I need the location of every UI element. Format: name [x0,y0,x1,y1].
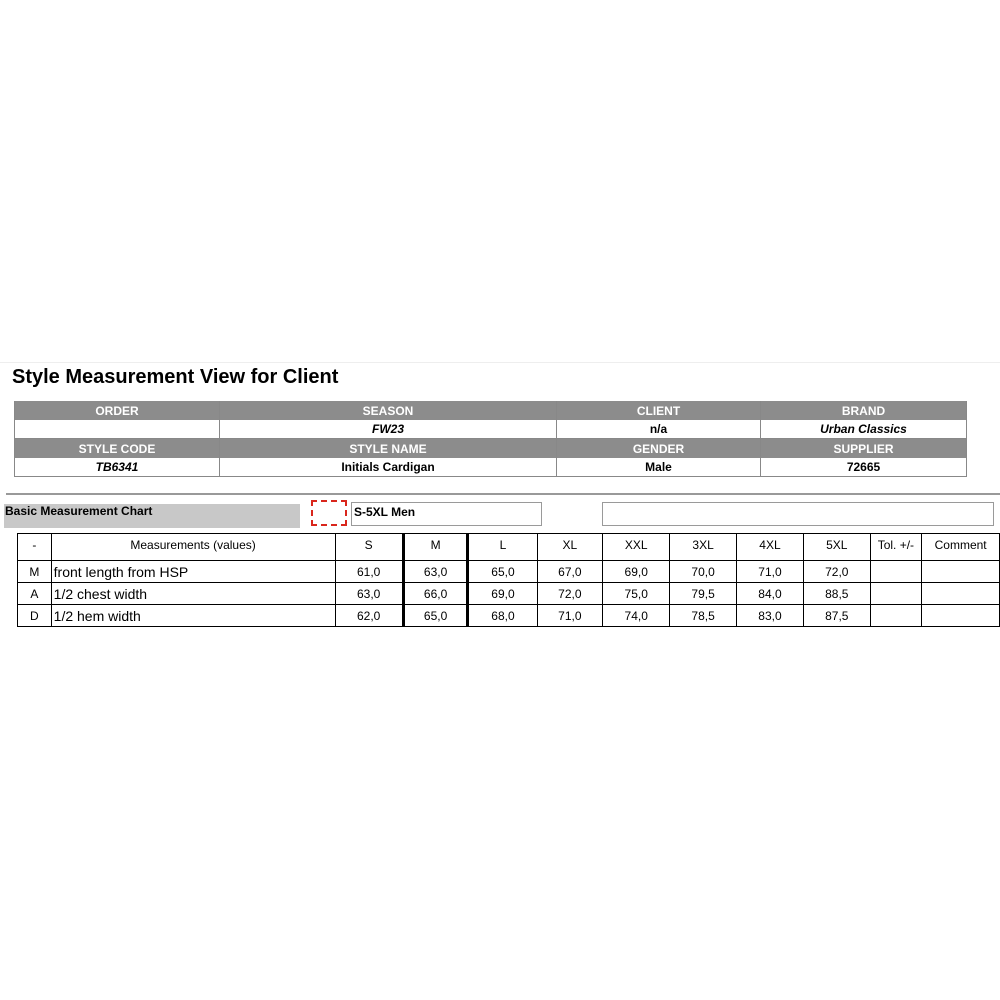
measurement-header-row [18,534,1000,561]
style-code-label: STYLE CODE [15,439,220,459]
measurement-value: 72,0 [804,561,870,583]
col-header-size: L [468,534,537,561]
measurement-value: 72,0 [537,583,602,605]
table-row [18,561,1000,583]
style-name-label: STYLE NAME [220,439,557,459]
measurement-value: 65,0 [468,561,537,583]
page-top-rule [0,362,1000,363]
measurement-value: 75,0 [603,583,670,605]
measurement-code: A [18,583,52,605]
measurement-value: 74,0 [603,605,670,627]
style-name-value: Initials Cardigan [220,458,557,477]
col-header-measurement: Measurements (values) [51,534,335,561]
measurement-value: 66,0 [403,583,467,605]
supplier-label: SUPPLIER [761,439,967,459]
size-range-field[interactable]: S-5XL Men [351,502,542,526]
measurement-value: 62,0 [335,605,403,627]
gender-label: GENDER [557,439,761,459]
col-header-size: 5XL [804,534,870,561]
measurement-table [17,533,1000,627]
chart-section-label: Basic Measurement Chart [4,504,300,528]
comment-cell [922,605,1000,627]
col-header-comment: Comment [922,534,1000,561]
selection-placeholder-box[interactable] [311,500,347,526]
tolerance-cell [870,561,922,583]
measurement-name: 1/2 hem width [51,605,335,627]
measurement-value: 71,0 [736,561,803,583]
table-row [18,605,1000,627]
col-header-size: 3XL [670,534,736,561]
measurement-value: 63,0 [403,561,467,583]
col-header-size: XXL [603,534,670,561]
col-header-size: 4XL [736,534,803,561]
brand-label: BRAND [761,401,967,420]
measurement-value: 65,0 [403,605,467,627]
measurement-code: M [18,561,52,583]
measurement-name: front length from HSP [51,561,335,583]
measurement-value: 83,0 [736,605,803,627]
info-value-row [15,458,967,477]
measurement-value: 70,0 [670,561,736,583]
order-label: ORDER [15,401,220,420]
gender-value: Male [557,458,761,477]
measurement-value: 71,0 [537,605,602,627]
client-label: CLIENT [557,401,761,420]
supplier-value: 72665 [761,458,967,477]
order-value [15,420,220,439]
style-code-value: TB6341 [15,458,220,477]
season-value: FW23 [220,420,557,439]
measurement-value: 84,0 [736,583,803,605]
tolerance-cell [870,605,922,627]
tolerance-cell [870,583,922,605]
info-header-row [15,401,967,420]
comment-cell [922,561,1000,583]
info-value-row [15,420,967,439]
season-label: SEASON [220,401,557,420]
style-info-table [14,401,967,477]
comment-cell [922,583,1000,605]
measurement-value: 78,5 [670,605,736,627]
col-header-size: M [403,534,467,561]
info-header-row [15,439,967,459]
brand-value: Urban Classics [761,420,967,439]
col-header-code: - [18,534,52,561]
col-header-size: S [335,534,403,561]
measurement-value: 79,5 [670,583,736,605]
measurement-code: D [18,605,52,627]
measurement-value: 69,0 [603,561,670,583]
measurement-value: 61,0 [335,561,403,583]
empty-field[interactable] [602,502,994,526]
table-row [18,583,1000,605]
measurement-value: 68,0 [468,605,537,627]
measurement-name: 1/2 chest width [51,583,335,605]
col-header-tolerance: Tol. +/- [870,534,922,561]
page-title: Style Measurement View for Client [12,366,339,388]
measurement-value: 67,0 [537,561,602,583]
client-value: n/a [557,420,761,439]
measurement-value: 63,0 [335,583,403,605]
measurement-value: 88,5 [804,583,870,605]
section-divider [6,493,1000,495]
measurement-value: 69,0 [468,583,537,605]
col-header-size: XL [537,534,602,561]
measurement-value: 87,5 [804,605,870,627]
